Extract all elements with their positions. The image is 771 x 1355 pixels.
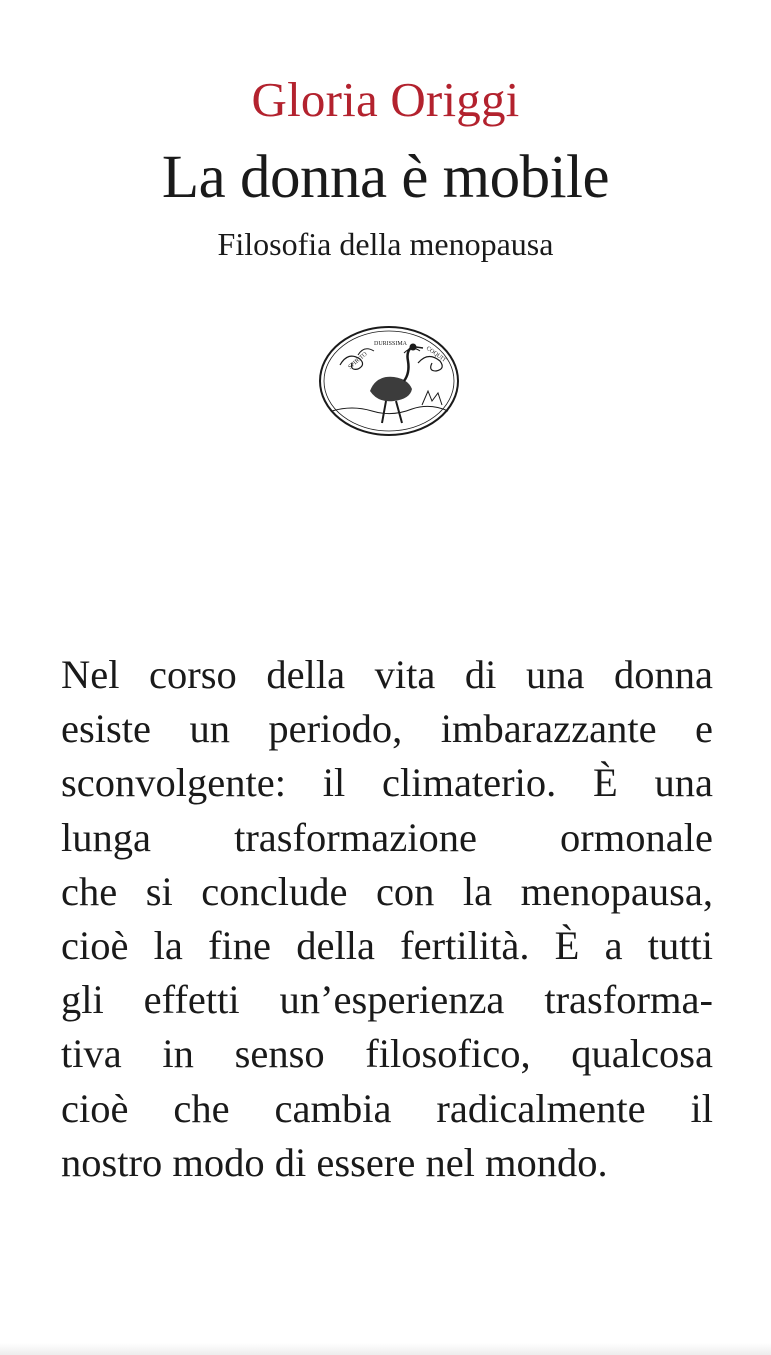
blurb-line: gli effetti un’esperienza trasforma- xyxy=(61,977,713,1023)
blurb-line: sconvolgente: il climaterio. È una xyxy=(61,760,713,806)
blurb-line: che si conclude con la menopausa, xyxy=(61,868,713,914)
author-name: Gloria Origgi xyxy=(251,72,520,127)
ostrich-emblem-icon xyxy=(318,325,460,437)
blurb-line: lunga trasformazione ormonale xyxy=(61,814,713,860)
svg-text:DURISSIMA: DURISSIMA xyxy=(374,341,408,347)
blurb-line: tiva in senso filosofico, qualcosa xyxy=(61,1031,713,1077)
blurb-line: esiste un periodo, imbarazzante e xyxy=(61,706,713,752)
blurb-line: nostro modo di essere nel mondo. xyxy=(61,1139,608,1185)
bottom-edge-shadow xyxy=(0,1343,771,1355)
blurb-line: Nel corso della vita di una donna xyxy=(61,652,713,697)
blurb-line: cioè la fine della fertilità. È a tutti xyxy=(61,923,713,969)
svg-text:COQUIT: COQUIT xyxy=(424,345,447,364)
book-title: La donna è mobile xyxy=(161,144,610,211)
svg-text:SPIRITO: SPIRITO xyxy=(347,351,369,371)
blurb-line: cioè che cambia radicalmente il xyxy=(61,1085,713,1131)
book-subtitle: Filosofia della menopausa xyxy=(217,226,554,262)
cover-blurb xyxy=(61,648,713,1190)
